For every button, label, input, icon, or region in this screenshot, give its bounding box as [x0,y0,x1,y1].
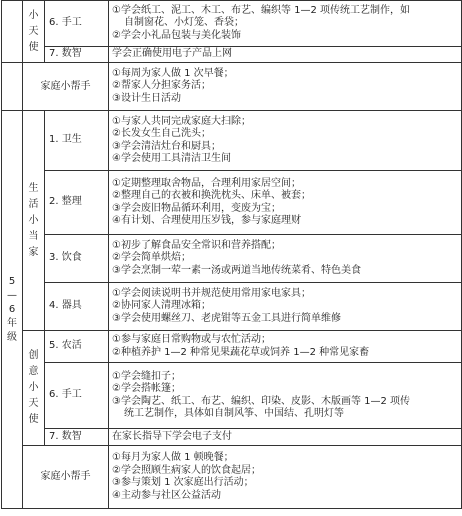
family-helper-cell-a [23,63,109,111]
content-line: ①每月为家人做 1 顿晚餐； [112,452,234,463]
content-cell [109,111,462,171]
content-line: ①每周为家人做 1 次早餐； [112,67,234,79]
subject-cell [45,47,109,63]
content-line: ②长发女生自己洗头； [112,128,211,139]
subject-label: 4. 器具 [49,300,82,312]
content-line: 统工艺制作，具体如自制风筝、中国结、孔明灯等 [124,408,344,419]
content-line: ④主动参与社区公益活动 [112,489,221,501]
grade-label: 5—6年级 [7,275,17,343]
content-line: ④学会使用工具清洁卫生间 [112,153,231,164]
subject-label: 3. 饮食 [49,252,82,264]
subject-cell [45,331,109,363]
content-line: 学会正确使用电子产品上网 [112,48,232,60]
content-line: ①参与家庭日常购物或与农忙活动； [112,334,271,345]
content-cell [109,363,462,429]
subject-label: 1. 卫生 [49,134,82,146]
subject-label: 5. 农活 [49,340,82,352]
content-line: ①定期整理取舍物品，合理利用家居空间； [112,177,301,189]
family-helper-label: 家庭小帮手 [40,471,91,482]
activity-table [1,0,462,509]
subject-cell [45,283,109,331]
content-line: ③学会烹制一荤一素一汤或两道当地传统菜肴、特色美食 [112,264,361,276]
family-helper-label: 家庭小帮手 [40,80,91,92]
content-line: 在家长指导下学会电子支付 [112,430,232,442]
family-helper-cell-b [23,446,109,509]
category-label-life: 生活小当家 [28,182,39,258]
content-line: ②帮家人分担家务活； [112,80,211,92]
content-line: ②学会照顾生病家人的饮食起居； [112,464,261,476]
content-cell [109,283,462,331]
subject-label: 6. 手工 [49,389,82,401]
content-cell [109,235,462,283]
content-line: ①学会缝扣子； [112,370,181,382]
category-label-top: 小天使 [28,9,39,53]
category-cell-life [23,111,45,331]
content-line: ②协同家人清理冰箱； [112,300,211,312]
subject-cell [45,235,109,283]
subject-cell [45,363,109,429]
content-cell [109,171,462,235]
content-line: 自制窗花、小灯笼、香袋； [124,17,244,29]
content-line: ③学会陶艺、纸工、布艺、编织、印染、皮影、木版画等 1—2 项传 [112,395,411,407]
content-line: ③学会清洁灶台和厨具； [112,140,221,152]
top-spacer-cell [2,1,23,63]
content-cell [109,446,462,509]
subject-label: 7. 数智 [49,48,82,60]
content-line: ②种植养护 1—2 种常见果蔬花草或饲养 1—2 种常见家畜 [112,346,370,358]
content-line: ②整理自己的衣被和换洗枕头、床单、被套； [112,190,311,201]
subject-cell [45,429,109,446]
content-cell [109,47,462,63]
content-line: ③设计生日活动 [112,92,181,104]
content-line: ②学会简单烘焙； [112,252,191,264]
grade-cell [2,111,23,509]
category-label-creative: 创意小天使 [28,350,39,425]
subject-label: 2. 整理 [49,196,82,208]
content-line: ②学会小礼品包装与美化装饰 [112,29,241,41]
content-cell [109,429,462,446]
content-cell [109,1,462,47]
content-line: ②学会搭帐篷； [112,383,181,394]
content-line: ①学会纸工、泥工、木工、布艺、编织等 1—2 项传统工艺制作，如 [112,4,411,16]
subject-label: 6. 手工 [49,17,82,29]
content-line: ③参与策划 1 次家庭出行活动； [112,477,254,488]
subject-cell [45,1,109,47]
content-line: ①与家人共同完成家庭大扫除； [112,115,251,127]
content-line: ④有计划、合理使用压岁钱，参与家庭理财 [112,215,301,226]
content-line: ①初步了解食品安全常识和营养搭配； [112,239,281,251]
content-line: ③学会废旧物品循环利用，变废为宝； [112,202,281,214]
content-line: ③学会使用螺丝刀、老虎钳等五金工具进行简单维修 [112,312,341,324]
top-spacer-cell [2,63,23,111]
category-cell-top [23,1,45,63]
subject-cell [45,111,109,171]
content-line: ①学会阅读说明书并规范使用常用家电家具； [112,287,311,299]
content-cell [109,63,462,111]
category-cell-creative [23,331,45,446]
subject-cell [45,171,109,235]
subject-label: 7. 数智 [49,430,82,442]
content-cell [109,331,462,363]
